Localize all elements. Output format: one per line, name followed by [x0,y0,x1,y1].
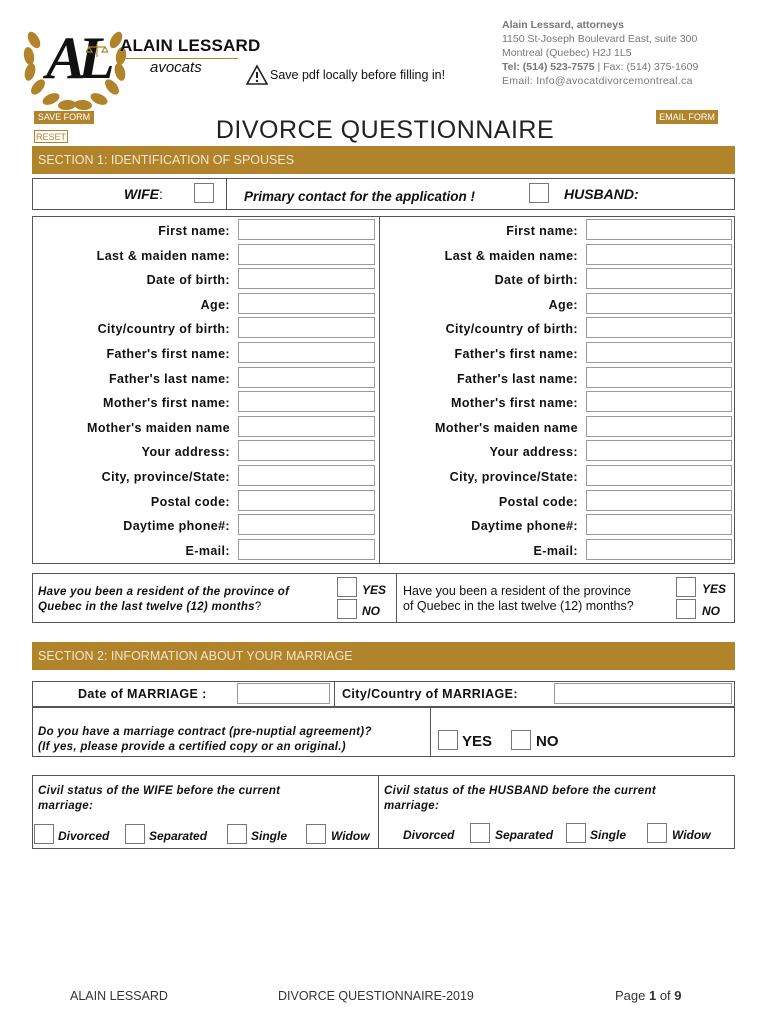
wife-field-input[interactable] [238,440,375,461]
marriage-date-divider [334,681,335,707]
husband-field-label: Daytime phone#: [471,519,578,533]
wife-field-input[interactable] [238,416,375,437]
section1-title: SECTION 1: IDENTIFICATION OF SPOUSES [38,153,295,167]
section2-heading [32,642,735,670]
warning-icon [246,64,268,86]
contact-address1: 1150 St-Joseph Boulevard East, suite 300 [502,33,698,45]
husband-civil-status-line1: Civil status of the HUSBAND before the current [384,785,656,797]
wife-single-label: Single [251,829,288,843]
wife-divorced-checkbox[interactable] [34,824,54,844]
husband-field-label: Postal code: [498,495,578,509]
wife-civil-status-line1: Civil status of the WIFE before the current [38,785,281,797]
wife-field-input[interactable] [238,317,375,338]
marriage-contract-yes-label: YES [462,733,493,750]
wife-field-label: Your address: [141,445,230,459]
husband-residency-no-label: NO [702,604,720,618]
wife-label-text: WIFE [124,186,159,202]
firm-name: ALAIN LESSARD [120,36,261,55]
marriage-contract-question [38,725,372,755]
wife-residency-question [38,585,289,615]
husband-primary-checkbox[interactable] [529,183,549,203]
wife-field-label: Father's last name: [108,372,230,386]
firm-contact [502,18,698,88]
wife-field-input[interactable] [238,268,375,289]
husband-field-label: Father's last name: [456,372,578,386]
husband-field-input[interactable] [586,416,732,437]
husband-residency-line1: Have you been a resident of the province [403,584,631,598]
wife-residency-line2-text: Quebec in the last twelve (12) months [38,601,255,613]
marriage-contract-line2: (If yes, please provide a certified copy or an original.) [38,741,346,753]
save-locally-warning: Save pdf locally before filling in! [270,68,446,82]
wife-single-checkbox[interactable] [227,824,247,844]
wife-field-label: City/country of birth: [97,322,230,336]
wife-residency-line1: Have you been a resident of the province of [38,586,290,598]
residency-divider [396,573,397,623]
husband-separated-checkbox[interactable] [470,823,490,843]
contact-address2: Montreal (Quebec) H2J 1L5 [502,47,632,59]
wife-civil-status-line2: marriage: [38,800,94,812]
save-form-button[interactable]: SAVE FORM [34,111,94,124]
husband-field-label: E-mail: [533,544,578,558]
husband-divorced-label: Divorced [403,828,455,842]
wife-widow-checkbox[interactable] [306,824,326,844]
table-center-divider [379,216,380,564]
page-current: 1 [648,988,657,1003]
husband-field-input[interactable] [586,293,732,314]
wife-field-label: First name: [158,224,230,238]
wife-field-input[interactable] [238,465,375,486]
wife-field-label: Mother's maiden name [87,421,230,435]
wife-field-label: Father's first name: [106,347,230,361]
wife-field-label: City, province/State: [101,470,230,484]
husband-field-label: First name: [506,224,578,238]
husband-field-input[interactable] [586,367,732,388]
civil-status-divider [378,775,379,849]
section1-heading [32,146,735,174]
husband-field-input[interactable] [586,440,732,461]
husband-field-input[interactable] [586,219,732,240]
contact-phone [502,60,698,74]
husband-separated-label: Separated [495,828,554,842]
firm-subtitle: avocats [150,59,202,76]
wife-residency-no-checkbox[interactable] [337,599,357,619]
wife-field-input[interactable] [238,244,375,265]
footer-firm: ALAIN LESSARD [70,989,168,1003]
contact-fax: | Fax: (514) 375-1609 [594,61,699,73]
husband-field-label: Last & maiden name: [444,249,578,263]
wife-label [124,186,163,202]
contact-tel: Tel: (514) 523-7575 [502,61,595,73]
wife-residency-yes-label: YES [362,583,387,597]
husband-field-label: City/country of birth: [445,322,578,336]
wife-field-label: Last & maiden name: [96,249,230,263]
husband-field-input[interactable] [586,268,732,289]
husband-field-label: Your address: [489,445,578,459]
husband-field-label: Date of birth: [494,273,578,287]
wife-field-label: Postal code: [150,495,230,509]
wife-divorced-label: Divorced [58,829,110,843]
wife-field-input[interactable] [238,219,375,240]
wife-residency-qmark: ? [254,601,262,613]
husband-residency-yes-label: YES [702,582,727,596]
wife-field-label: E-mail: [185,544,230,558]
marriage-date-field[interactable] [237,683,330,704]
primary-contact-divider-left [226,178,227,210]
reset-button[interactable]: RESET [35,132,66,142]
husband-field-input[interactable] [586,391,732,412]
marriage-city-label: City/Country of MARRIAGE: [342,687,518,701]
husband-civil-status-label [384,784,656,814]
wife-primary-checkbox[interactable] [194,183,214,203]
husband-field-label: Father's first name: [454,347,578,361]
wife-civil-status-label [38,784,280,814]
wife-field-input[interactable] [238,539,375,560]
footer-document-title: DIVORCE QUESTIONNAIRE-2019 [278,989,474,1003]
wife-residency-line2 [38,600,289,615]
husband-widow-checkbox[interactable] [647,823,667,843]
husband-field-input[interactable] [586,244,732,265]
husband-single-label: Single [590,828,627,842]
marriage-city-field[interactable] [554,683,732,704]
wife-field-input[interactable] [238,367,375,388]
contact-email: Email: Info@avocatdivorcemontreal.ca [502,75,693,87]
scales-icon [86,44,108,58]
husband-residency-yes-checkbox[interactable] [676,577,696,597]
wife-field-label: Mother's first name: [103,396,230,410]
husband-field-label: Age: [548,298,578,312]
wife-field-input[interactable] [238,293,375,314]
husband-single-checkbox[interactable] [566,823,586,843]
husband-field-input[interactable] [586,465,732,486]
husband-widow-label: Widow [672,828,711,842]
husband-civil-status-line2: marriage: [384,800,440,812]
husband-field-input[interactable] [586,342,732,363]
marriage-contract-no-label: NO [536,733,559,750]
wife-widow-label: Widow [331,829,370,843]
wife-field-input[interactable] [238,514,375,535]
wife-field-input[interactable] [238,342,375,363]
husband-residency-no-checkbox[interactable] [676,599,696,619]
wife-field-input[interactable] [238,490,375,511]
husband-label: HUSBAND: [564,186,639,202]
wife-field-label: Age: [200,298,230,312]
wife-field-label: Daytime phone#: [123,519,230,533]
marriage-contract-yes-checkbox[interactable] [438,730,458,750]
page-prefix: Page [615,988,649,1003]
wife-separated-label: Separated [149,829,208,843]
husband-field-label: Mother's first name: [451,396,578,410]
page-of: of [656,988,675,1003]
husband-field-label: City, province/State: [449,470,578,484]
footer-page-number [615,988,682,1003]
contact-name: Alain Lessard, attorneys [502,19,624,31]
logo-monogram: AL [46,25,107,91]
husband-field-input[interactable] [586,539,732,560]
marriage-contract-line1: Do you have a marriage contract (pre-nuptial agreement)? [38,726,372,738]
wife-residency-yes-checkbox[interactable] [337,577,357,597]
marriage-contract-divider [430,707,431,757]
husband-field-input[interactable] [586,317,732,338]
wife-field-label: Date of birth: [146,273,230,287]
page-total: 9 [674,988,682,1003]
page-title: DIVORCE QUESTIONNAIRE [215,116,555,144]
section2-title: SECTION 2: INFORMATION ABOUT YOUR MARRIAGE [38,649,353,663]
husband-field-input[interactable] [586,490,732,511]
wife-label-colon: : [159,186,163,202]
primary-contact-label: Primary contact for the application ! [244,189,476,204]
husband-field-label: Mother's maiden name [435,421,578,435]
husband-field-input[interactable] [586,514,732,535]
husband-residency-question [403,584,634,614]
wife-separated-checkbox[interactable] [125,824,145,844]
marriage-date-label: Date of MARRIAGE : [78,687,207,701]
firm-logo [20,10,130,115]
marriage-contract-no-checkbox[interactable] [511,730,531,750]
wife-residency-no-label: NO [362,604,380,618]
email-form-button[interactable]: EMAIL FORM [656,110,718,124]
wife-field-input[interactable] [238,391,375,412]
husband-residency-line2: of Quebec in the last twelve (12) months? [403,599,634,613]
